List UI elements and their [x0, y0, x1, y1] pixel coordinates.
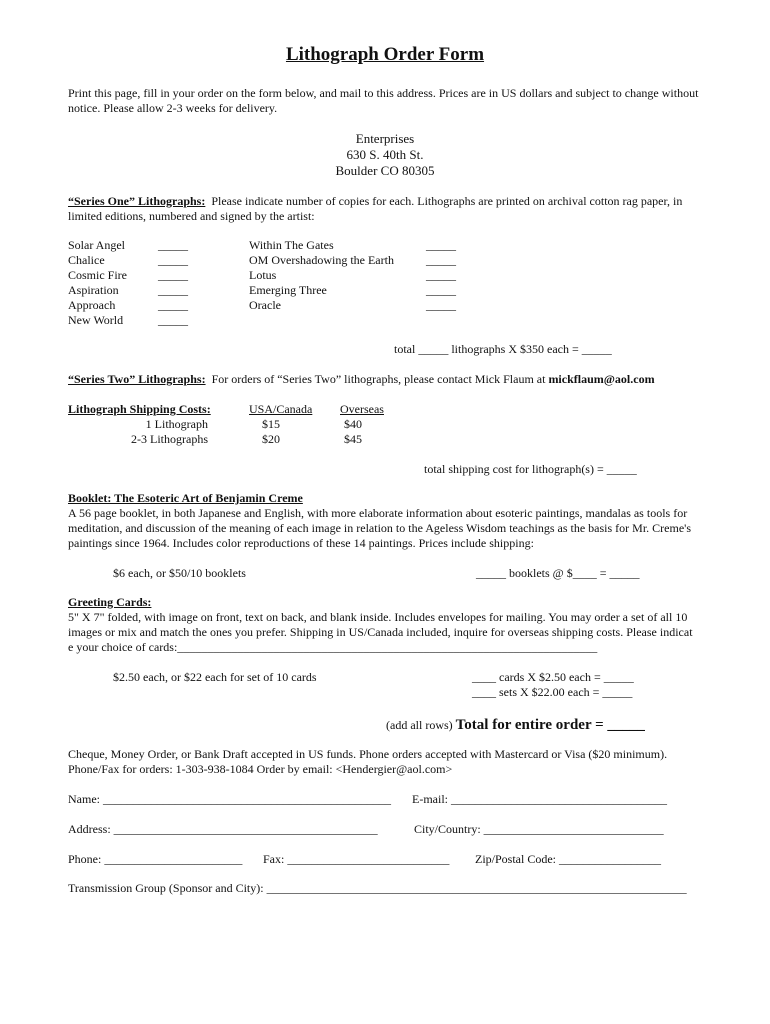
lithograph-quantity-blank[interactable]: _____: [426, 253, 456, 267]
booklet-heading: Booklet: The Esoteric Art of Benjamin Creme: [68, 491, 303, 505]
order-total-line[interactable]: [386, 716, 645, 734]
series-one-heading: “Series One” Lithographs:: [68, 194, 206, 208]
shipping-col-overseas: Overseas: [340, 402, 384, 416]
zip-field[interactable]: Zip/Postal Code: _________________: [475, 852, 661, 866]
intro-text: Print this page, fill in your order on the form below, and mail to this address. Prices are in US dollars and subject to change without notice. Please allow 2-3 weeks for delivery.: [68, 86, 699, 115]
page-title: Lithograph Order Form: [285, 44, 485, 65]
shipping-row-label: 2-3 Lithographs: [131, 432, 208, 446]
address-line-2: 630 S. 40th St.: [346, 147, 424, 162]
lithograph-total-line[interactable]: total _____ lithographs X $350 each = _____: [394, 342, 612, 356]
series-two-text: For orders of “Series Two” lithographs, please contact Mick Flaum at: [211, 372, 546, 386]
series-two-email-link[interactable]: mickflaum@aol.com: [548, 372, 655, 386]
lithograph-title: New World: [68, 313, 124, 327]
cards-price: $2.50 each, or $22 each for set of 10 cards: [113, 670, 317, 684]
lithograph-title: Approach: [68, 298, 116, 312]
series-two-heading: “Series Two” Lithographs:: [68, 372, 206, 386]
lithograph-title: OM Overshadowing the Earth: [249, 253, 394, 267]
payment-line-2: Phone/Fax for orders: 1-303-938-1084 Order by email: <Hendergier@aol.com>: [68, 762, 453, 776]
cards-text[interactable]: 5" X 7" folded, with image on front, text on back, and blank inside. Includes envelopes for mailing. You may order a set of all 10 images or mix and match the ones you prefer. Shipping in US/Canada included, inquire for overseas shipping costs. Please indicate your choice of cards:______________________________________________________________________: [68, 610, 693, 654]
booklet-order-line[interactable]: _____ booklets @ $____ = _____: [476, 566, 640, 580]
phone-field[interactable]: Phone: _______________________: [68, 852, 243, 866]
cards-heading: Greeting Cards:: [68, 595, 152, 609]
lithograph-quantity-blank[interactable]: _____: [158, 253, 188, 267]
address-field[interactable]: Address: ____________________________________________: [68, 822, 378, 836]
lithograph-quantity-blank[interactable]: _____: [158, 313, 188, 327]
mailing-address: [0, 131, 770, 179]
lithograph-title: Aspiration: [68, 283, 119, 297]
address-line-1: Enterprises: [355, 131, 415, 146]
email-field[interactable]: E-mail: ____________________________________: [412, 792, 667, 806]
order-total-prefix: (add all rows): [386, 718, 453, 732]
lithograph-title: Within The Gates: [249, 238, 334, 252]
lithograph-quantity-blank[interactable]: _____: [426, 298, 456, 312]
series-one-text: Please indicate number of copies for each. Lithographs are printed on archival cotton rag paper, in limited editions, numbered and signed by the artist:: [68, 194, 683, 223]
booklet-price: $6 each, or $50/10 booklets: [113, 566, 246, 580]
lithograph-quantity-blank[interactable]: _____: [426, 238, 456, 252]
lithograph-quantity-blank[interactable]: _____: [426, 283, 456, 297]
shipping-row-usa: $15: [262, 417, 280, 431]
shipping-total-line[interactable]: total shipping cost for lithograph(s) = _____: [424, 462, 637, 476]
lithograph-quantity-blank[interactable]: _____: [158, 238, 188, 252]
lithograph-title: Chalice: [68, 253, 105, 267]
name-field[interactable]: Name: ________________________________________________: [68, 792, 391, 806]
lithograph-title: Oracle: [249, 298, 281, 312]
lithograph-quantity-blank[interactable]: _____: [158, 283, 188, 297]
payment-line-1: Cheque, Money Order, or Bank Draft accepted in US funds. Phone orders accepted with Mastercard or Visa ($20 minimum).: [68, 747, 668, 761]
series-two-line: [68, 372, 655, 387]
booklet-text: A 56 page booklet, in both Japanese and English, with more elaborate information about esoteric paintings, mandalas as tools for meditation, and discussion of the meaning of each image in relation to the Ageless Wisdom teachings as the basis for Mr. Creme's paintings since 1964. Includes color reproductions of these 14 paintings. Prices include shipping:: [68, 506, 691, 550]
lithograph-title: Solar Angel: [68, 238, 125, 252]
shipping-row-overseas: $40: [344, 417, 362, 431]
lithograph-quantity-blank[interactable]: _____: [158, 298, 188, 312]
cards-order-line-2[interactable]: ____ sets X $22.00 each = _____: [472, 685, 633, 699]
lithograph-quantity-blank[interactable]: _____: [158, 268, 188, 282]
shipping-col-usa: USA/Canada: [249, 402, 313, 416]
fax-field[interactable]: Fax: ___________________________: [263, 852, 450, 866]
lithograph-title: Lotus: [249, 268, 277, 282]
shipping-heading: Lithograph Shipping Costs:: [68, 402, 211, 416]
transmission-group-field[interactable]: Transmission Group (Sponsor and City): ______________________________________________________________________: [68, 881, 687, 895]
shipping-row-usa: $20: [262, 432, 280, 446]
shipping-row-label: 1 Lithograph: [145, 417, 208, 431]
order-total-label: Total for entire order = _____: [455, 717, 645, 733]
lithograph-quantity-blank[interactable]: _____: [426, 268, 456, 282]
shipping-row-overseas: $45: [344, 432, 362, 446]
city-country-field[interactable]: City/Country: ______________________________: [414, 822, 664, 836]
lithograph-title: Emerging Three: [249, 283, 327, 297]
lithograph-title: Cosmic Fire: [68, 268, 127, 282]
address-line-3: Boulder CO 80305: [335, 163, 435, 178]
cards-order-line-1[interactable]: ____ cards X $2.50 each = _____: [472, 670, 634, 684]
series-one-intro: [68, 194, 708, 224]
